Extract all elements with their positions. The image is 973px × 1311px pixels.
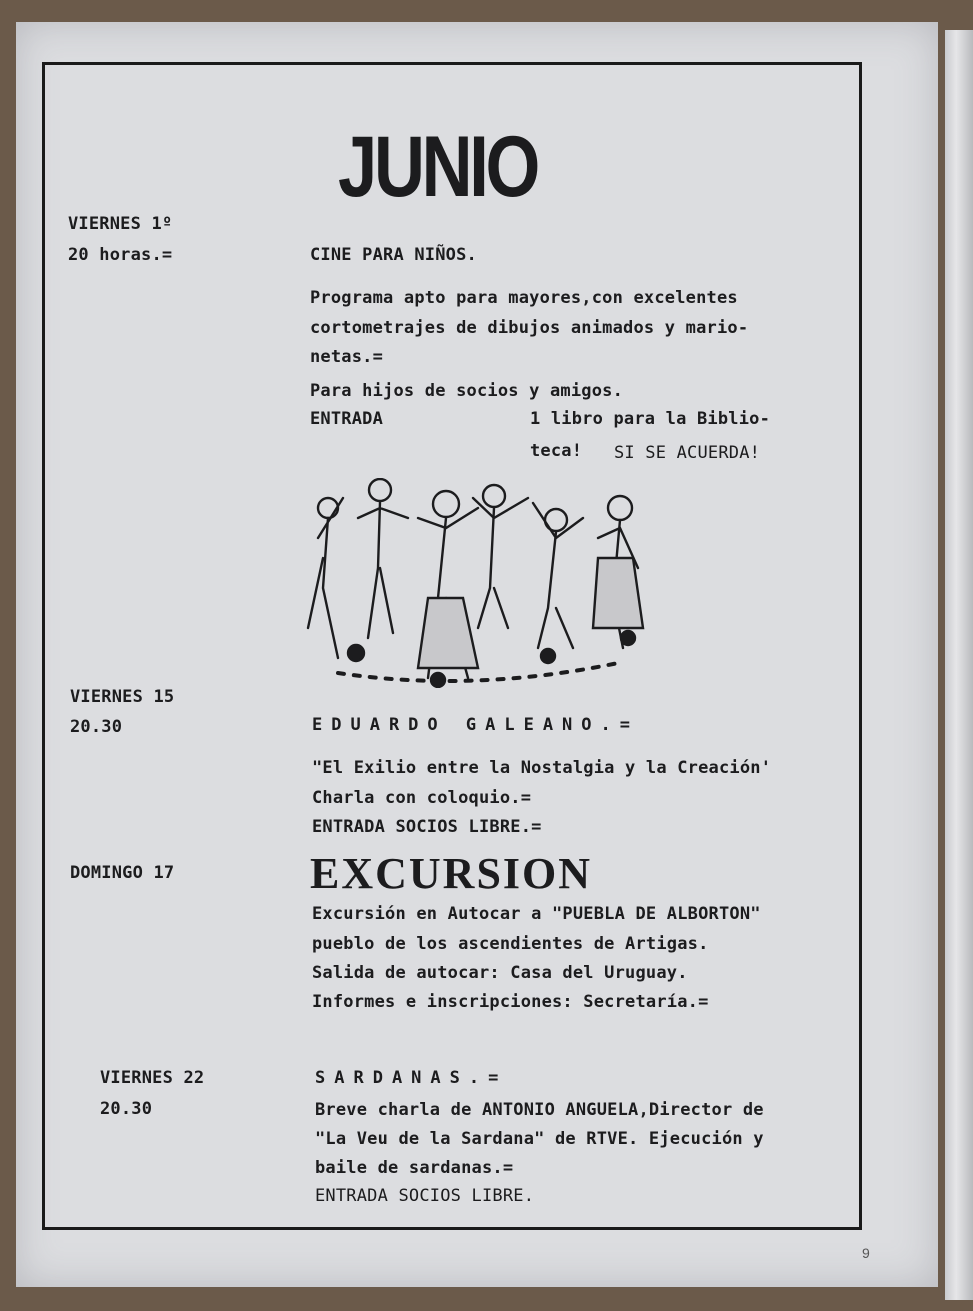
sardana-dancers-illustration	[298, 478, 648, 688]
event-2-line: ENTRADA SOCIOS LIBRE.=	[312, 817, 542, 837]
event-1-entrada-text: 1 libro para la Biblio-	[530, 409, 771, 429]
event-1-day: VIERNES 1º	[68, 214, 173, 234]
event-3-day: DOMINGO 17	[70, 863, 175, 883]
event-1-line: Programa apto para mayores,con excelentes	[310, 288, 738, 308]
event-1-entrada-text: teca!	[530, 441, 583, 461]
event-4-day: VIERNES 22	[100, 1068, 205, 1088]
event-2-line: "El Exilio entre la Nostalgia y la Creación'	[312, 758, 772, 778]
event-2-day: VIERNES 15	[70, 687, 175, 707]
event-4-line: ENTRADA SOCIOS LIBRE.	[315, 1186, 535, 1206]
event-4-line: Breve charla de ANTONIO ANGUELA,Director de	[315, 1100, 764, 1120]
event-1-line: Para hijos de socios y amigos.	[310, 381, 624, 401]
event-3-line: Informes e inscripciones: Secretaría.=	[312, 992, 709, 1012]
month-title: JUNIO	[338, 119, 538, 215]
event-2-line: Charla con coloquio.=	[312, 788, 532, 808]
event-3-line: Excursión en Autocar a "PUEBLA DE ALBORTON"	[312, 904, 761, 924]
event-1-line: netas.=	[310, 347, 384, 367]
event-1-line: cortometrajes de dibujos animados y mario-	[310, 318, 749, 338]
page-edge	[945, 30, 973, 1300]
event-3-heading: EXCURSION	[310, 849, 593, 898]
event-1-heading: CINE PARA NIÑOS.	[310, 245, 477, 265]
event-2-time: 20.30	[70, 717, 123, 737]
event-2-heading: EDUARDO GALEANO.=	[312, 715, 639, 735]
event-4-heading: SARDANAS.=	[315, 1068, 508, 1088]
event-4-time: 20.30	[100, 1099, 153, 1119]
event-4-line: baile de sardanas.=	[315, 1158, 514, 1178]
event-3-line: Salida de autocar: Casa del Uruguay.	[312, 963, 688, 983]
event-1-time: 20 horas.=	[68, 245, 173, 265]
event-1-entrada-label: ENTRADA	[310, 409, 384, 429]
event-4-line: "La Veu de la Sardana" de RTVE. Ejecución y	[315, 1129, 764, 1149]
page-number: 9	[862, 1245, 870, 1261]
event-3-line: pueblo de los ascendientes de Artigas.	[312, 934, 709, 954]
event-1-entrada-note: SI SE ACUERDA!	[614, 443, 761, 463]
